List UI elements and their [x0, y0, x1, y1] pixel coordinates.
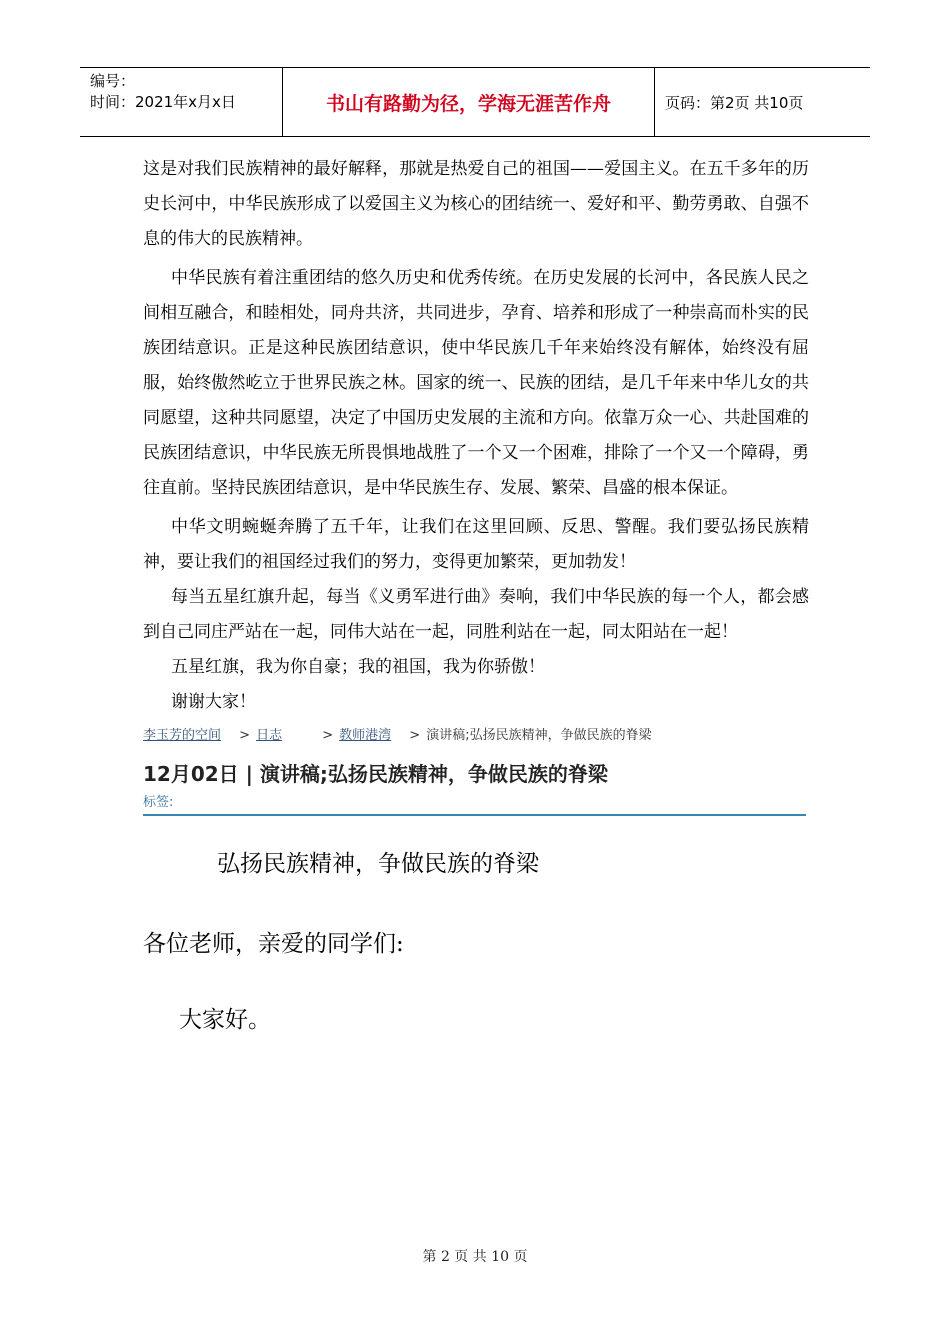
paragraph: 中华民族有着注重团结的悠久历史和优秀传统。在历史发展的长河中，各民族人民之间相互融合，和睦相处，同舟共济，共同进步，孕育、培养和形成了一种崇高而朴实的民族团结意识。正是这种民族团结意识，使中华民族几千年来始终没有解体，始终没有屈服，始终傲然屹立于世界民族之林。国家的统一、民族的团结，是几千年来中华儿女的共同愿望，这种共同愿望，决定了中国历史发展的主流和方向。依靠万众一心、共赴国难的民族团结意识，中华民族无所畏惧地战胜了一个又一个困难，排除了一个又一个障碍，勇往直前。坚持民族团结意识，是中华民族生存、发展、繁荣、昌盛的根本保证。 — [143, 268, 809, 498]
tags-label: 标签: — [143, 794, 806, 816]
time-label: 时间：2021年x月x日 — [90, 93, 236, 111]
speech-salutation: 各位老师，亲爱的同学们: — [143, 931, 404, 957]
speech-title: 弘扬民族精神，争做民族的脊梁 — [217, 851, 539, 877]
speech-greeting: 大家好。 — [179, 1007, 271, 1033]
post-title: 12月02日 | 演讲稿;弘扬民族精神，争做民族的脊梁 — [143, 762, 608, 786]
header-meta — [80, 68, 282, 136]
paragraph: 中华文明蜿蜒奔腾了五千年，让我们在这里回顾、反思、警醒。我们要弘扬民族精神，要让我们的祖国经过我们的努力，变得更加繁荣，更加勃发！ — [143, 517, 809, 572]
number-label: 编号： — [90, 72, 136, 90]
paragraph: 这是对我们民族精神的最好解释，那就是热爱自己的祖国——爱国主义。在五千多年的历史长河中，中华民族形成了以爱国主义为核心的团结统一、爱好和平、勤劳勇敢、自强不息的伟大的民族精神。 — [143, 159, 809, 249]
breadcrumb-current: 演讲稿;弘扬民族精神，争做民族的脊梁 — [426, 728, 652, 743]
breadcrumb — [143, 726, 809, 746]
paragraph: 五星红旗，我为你自豪；我的祖国，我为你骄傲！ — [171, 657, 545, 677]
header-page-info: 页码：第2页 共10页 — [665, 93, 804, 112]
breadcrumb-separator: > — [239, 728, 251, 743]
document-body — [143, 152, 809, 1036]
page-header — [80, 67, 870, 137]
breadcrumb-diary-link[interactable]: 日志 — [256, 728, 283, 743]
breadcrumb-category-link[interactable]: 教师港湾 — [339, 728, 392, 743]
paragraph: 每当五星红旗升起，每当《义勇军进行曲》奏响，我们中华民族的每一个人，都会感到自己同庄严站在一起，同伟大站在一起，同胜利站在一起，同太阳站在一起！ — [143, 587, 809, 642]
paragraph: 谢谢大家！ — [171, 692, 256, 712]
header-motto: 书山有路勤为径，学海无涯苦作舟 — [282, 68, 655, 136]
breadcrumb-separator: > — [409, 728, 421, 743]
breadcrumb-space-link[interactable]: 李玉芳的空间 — [143, 728, 222, 743]
page-footer: 第 2 页 共 10 页 — [422, 1249, 528, 1265]
breadcrumb-separator: > — [322, 728, 334, 743]
